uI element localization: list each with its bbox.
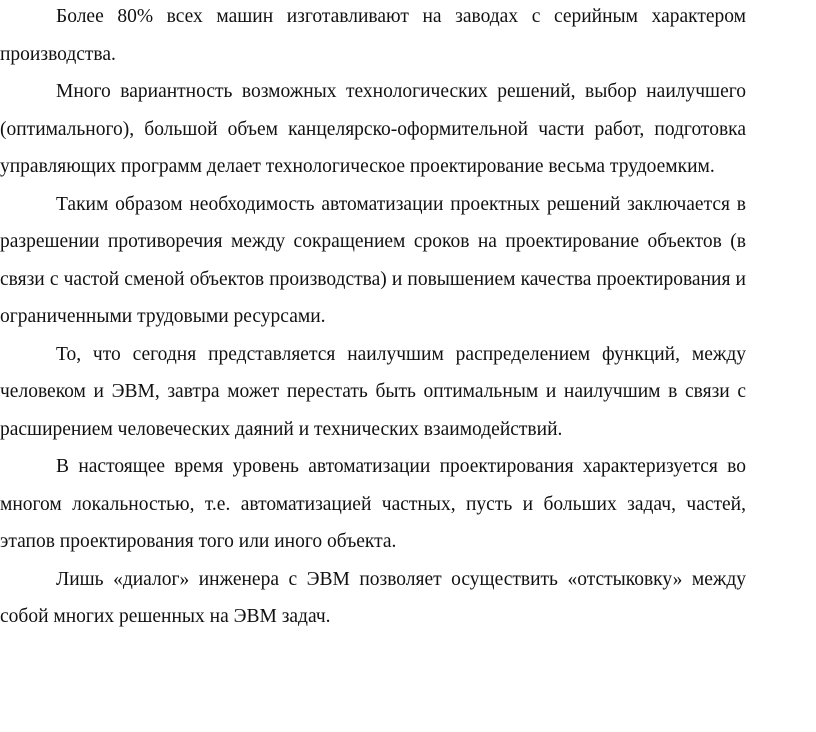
paragraph-1: Более 80% всех машин изготавливают на заводах с серийным характером производства. [0,6,746,65]
paragraph-3: Таким образом необходимость автоматизации проектных решений заключается в разрешении противоречия между сокращением сроков на проектирование объектов (в связи с частой сменой объектов производства) и повышением качества проектирования и ограниченными трудовыми ресурсами. [0,193,746,327]
paragraph-6: Лишь «диалог» инженера с ЭВМ позволяет осуществить «отстыковку» между собой многих решенных на ЭВМ задач. [0,568,746,627]
paragraph-4: То, что сегодня представляется наилучшим распределением функций, между человеком и ЭВМ, завтра может перестать быть оптимальным и наилучшим в связи с расширением человеческих даяний и технических взаимодействий. [0,343,746,440]
paragraph-5: В настоящее время уровень автоматизации проектирования характеризуется во многом локальностью, т.е. автоматизацией частных, пусть и больших задач, частей, этапов проектирования того или иного объекта. [0,456,746,552]
paragraph-2: Много вариантность возможных технологических решений, выбор наилучшего (оптимального), большой объем канцелярско-оформительной части работ, подготовка управляющих программ делает технологическое проектирование весьма трудоемким. [0,81,746,177]
